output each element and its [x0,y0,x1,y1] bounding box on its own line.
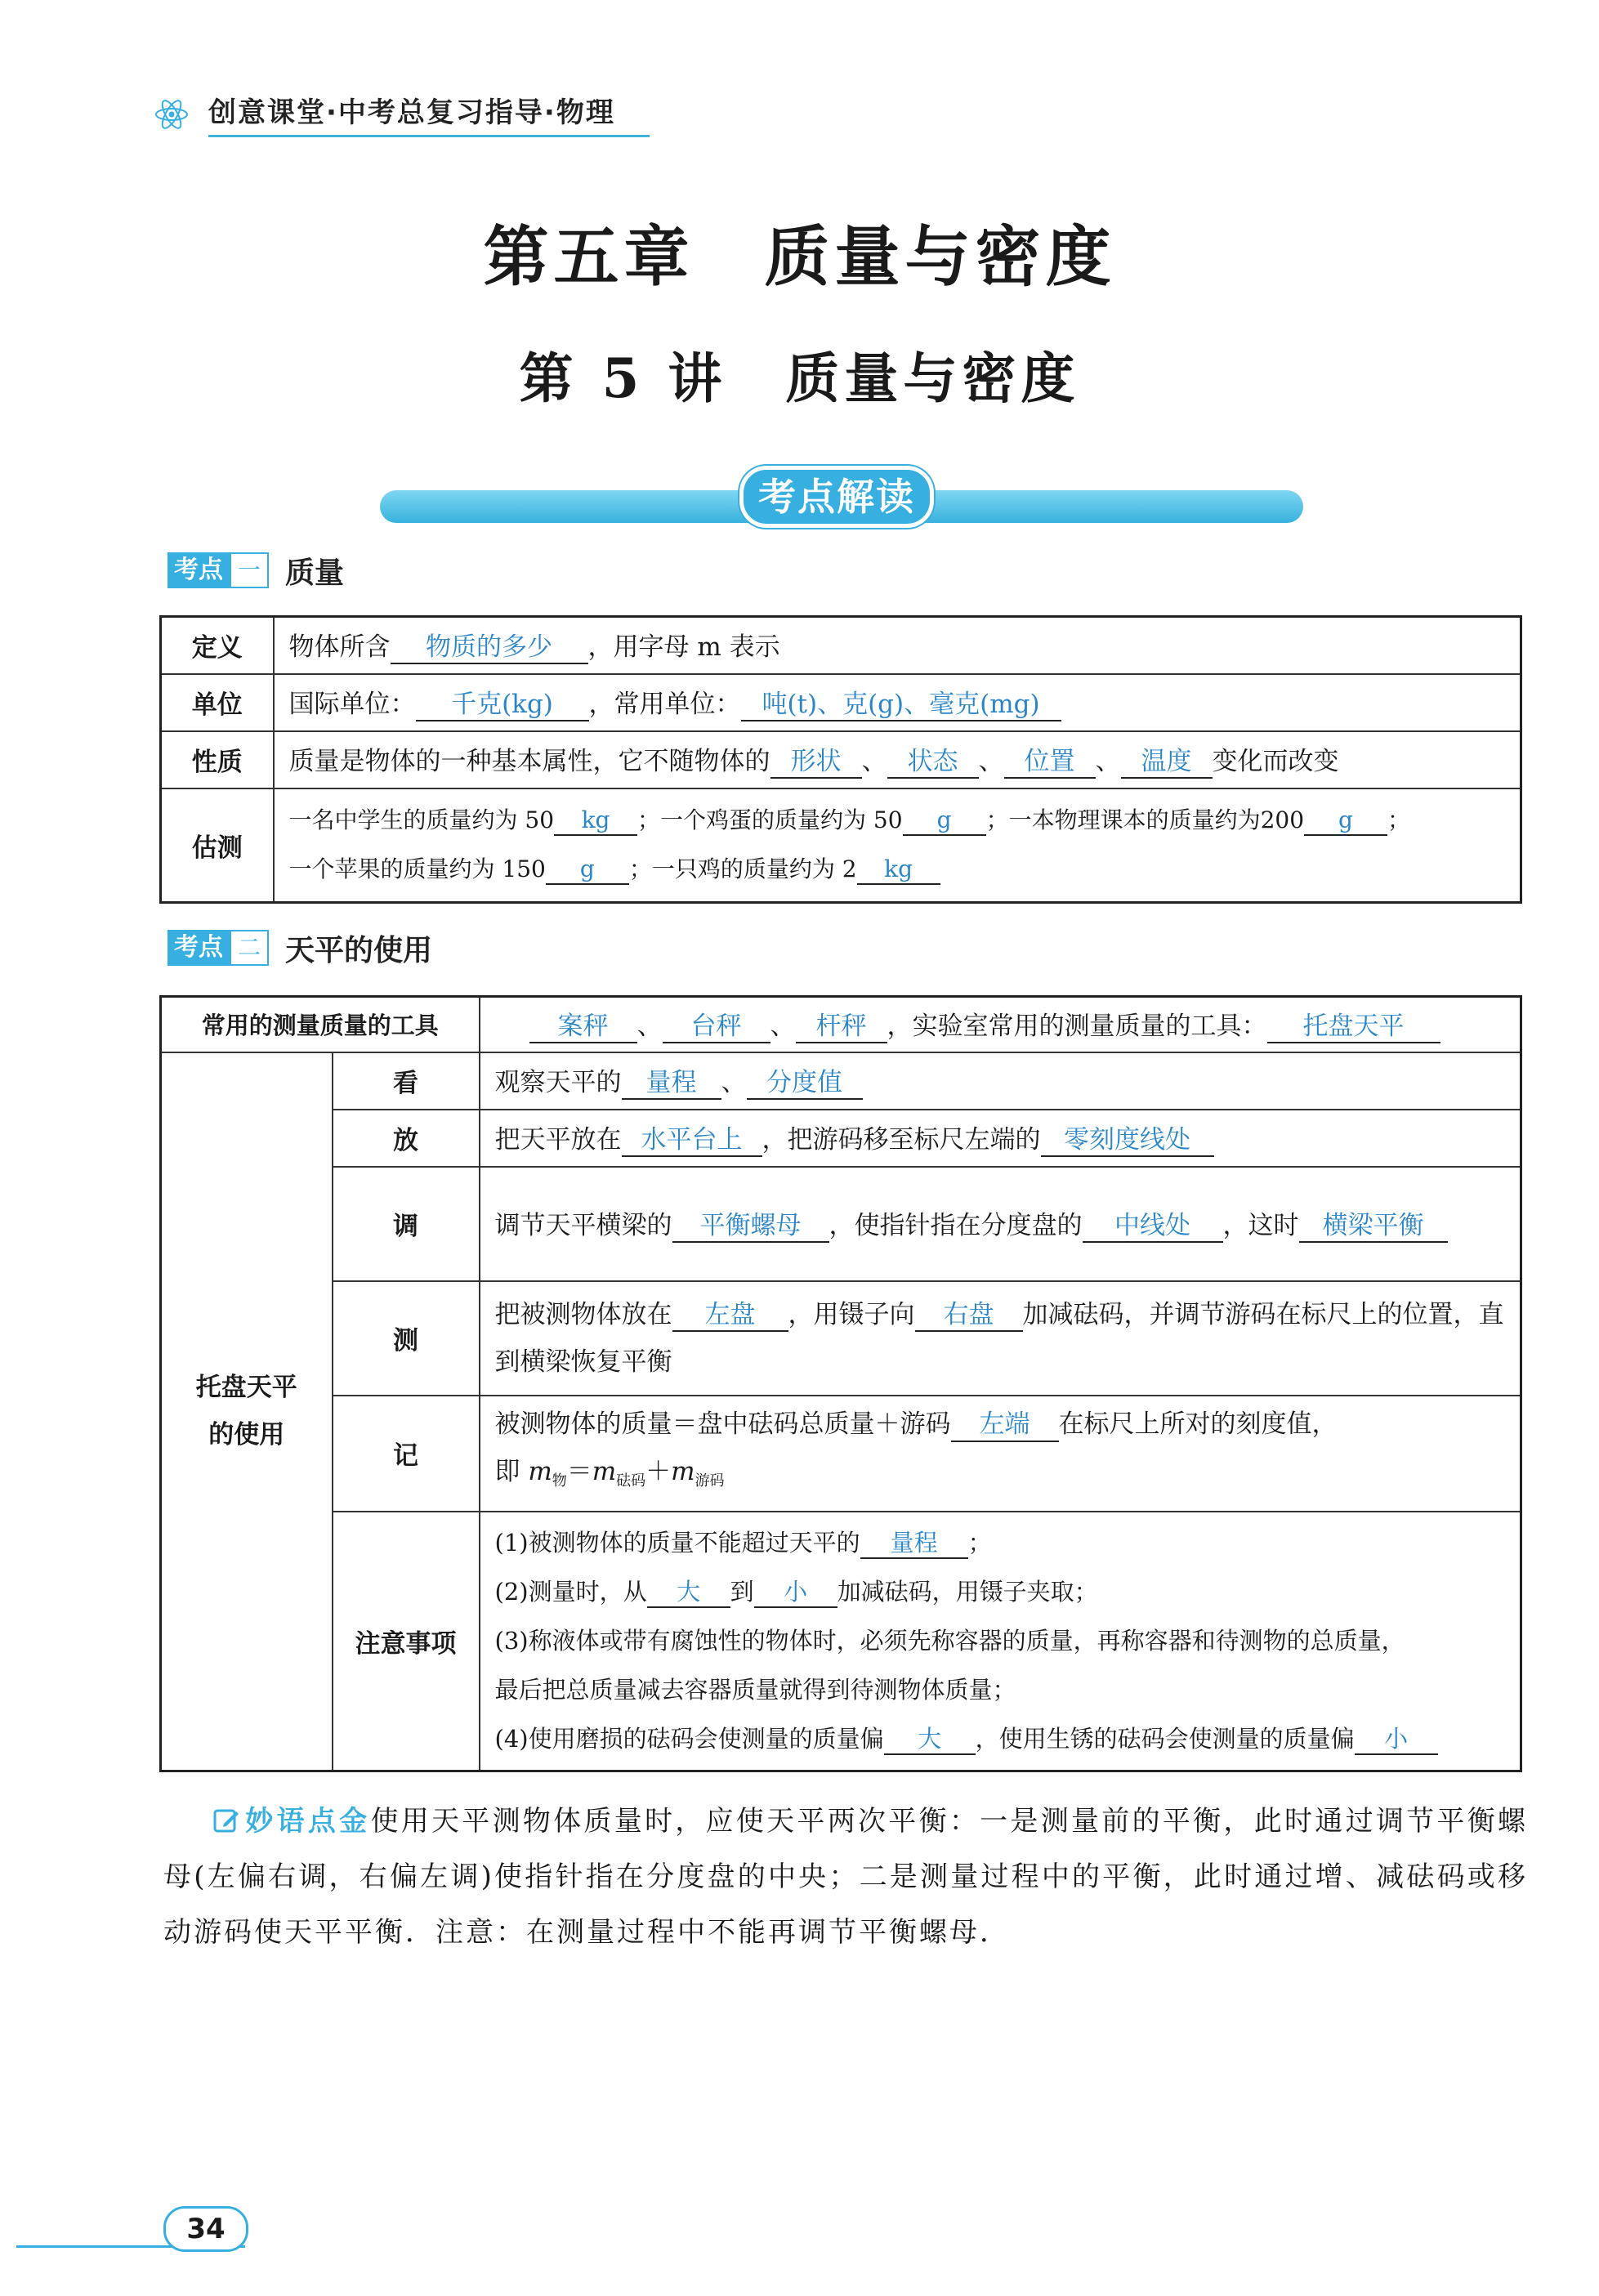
answer: 平衡螺母 [699,1210,802,1240]
step-label: 记 [333,1396,480,1512]
answer: g [936,806,952,834]
answer: g [1338,806,1353,834]
header-underline [208,135,650,137]
answer: 左盘 [704,1299,756,1329]
kaodian-1-heading [167,552,344,588]
look-cell: 观察天平的 量程 、 分度值 [480,1052,1521,1110]
row-label: 定义 [161,617,274,674]
step-label: 看 [333,1052,480,1110]
kaodian-tag: 考点 [167,930,230,966]
mass-table [159,615,1522,904]
answer: 吨(t)、克(g)、毫克(mg) [762,689,1040,719]
answer: g [579,855,595,883]
table-row [161,1281,1521,1396]
kaodian-title: 质量 [285,556,345,590]
tip-tag: 妙语点金 [245,1805,371,1838]
page-number: 34 [163,2206,248,2252]
answer: 零刻度线处 [1064,1124,1190,1155]
estimate-cell: 一名中学生的质量约为 50 kg ；一个鸡蛋的质量约为 50 g ；一本物理课本的质量约为200 g ； 一个苹果的质量约为 150 g ；一只鸡的质量约为 2 kg [274,788,1521,903]
table-row [161,1167,1521,1281]
kaodian-title: 天平的使用 [285,933,433,967]
answer: 案秤 [557,1012,609,1042]
pencil-note-icon [212,1807,240,1834]
section-banner-label: 考点解读 [739,466,934,528]
kaodian-2-heading [167,930,432,966]
answer: 位置 [1024,746,1075,776]
step-label: 测 [333,1281,480,1396]
definition-cell: 物体所含 物质的多少 ，用字母 m 表示 [274,617,1521,674]
answer: 水平台上 [641,1124,743,1155]
tip-paragraph [163,1793,1528,1960]
answer: 左端 [979,1409,1030,1440]
kaodian-number: 一 [230,552,269,588]
group-label: 托盘天平的使用 [161,1052,333,1771]
table-row [161,1052,1521,1110]
tools-cell: 案秤 、 台秤 、 杆秤 ，实验室常用的测量质量的工具： 托盘天平 [480,997,1521,1052]
answer: 量程 [890,1529,938,1557]
atom-icon [154,96,190,132]
property-cell: 质量是物体的一种基本属性，它不随物体的 形状 、 状态 、 位置 、 温度 变化而改变 [274,731,1521,788]
unit-cell: 国际单位： 千克(kg) ，常用单位： 吨(t)、克(g)、毫克(mg) [274,674,1521,731]
answer: 温度 [1141,746,1192,776]
kaodian-number: 二 [230,930,269,966]
answer: kg [884,855,913,883]
answer: 分度值 [766,1067,842,1097]
answer: 形状 [790,746,842,776]
balance-table [159,995,1522,1772]
answer: kg [581,806,610,834]
table-row [161,1110,1521,1167]
answer: 小 [1384,1725,1409,1753]
table-row [161,674,1521,731]
table-row [161,997,1521,1052]
step-label: 调 [333,1167,480,1281]
table-row [161,788,1521,903]
notes-cell: (1)被测物体的质量不能超过天平的 量程 ； (2)测量时，从 大 到 小 加减砝码，用镊子夹取； (3)称液体或带有腐蚀性的物体时，必须先称容器的质量，再称容器和待测物的总质量， 最后把总质量减去容器质量就得到待测物体质量； (4)使用磨损的砝码会使测量的质量偏 大 ，使用生锈的砝码会使测量的质量偏 小 [480,1512,1521,1771]
row-label: 估测 [161,788,274,903]
adjust-cell: 调节天平横梁的 平衡螺母 ，使指针指在分度盘的 中线处 ，这时 横梁平衡 [480,1167,1521,1281]
kaodian-tag: 考点 [167,552,230,588]
answer: 状态 [907,746,958,776]
row-label: 常用的测量质量的工具 [161,997,480,1052]
answer: 中线处 [1114,1210,1190,1240]
answer: 托盘天平 [1302,1012,1405,1042]
record-cell: 被测物体的质量＝盘中砝码总质量＋游码 左端 在标尺上所对的刻度值， 即 $m_物=m_{砝码}+m_{游码}$ [480,1396,1521,1512]
step-label: 注意事项 [333,1512,480,1771]
answer: 物质的多少 [426,632,552,663]
answer: 台秤 [690,1012,742,1042]
table-row [161,1396,1521,1512]
row-label: 性质 [161,731,274,788]
answer: 小 [784,1578,808,1606]
answer: 横梁平衡 [1322,1210,1424,1240]
chapter-title: 第五章 质量与密度 [483,219,1116,295]
table-row [161,617,1521,674]
answer: 量程 [645,1067,697,1097]
row-label: 单位 [161,674,274,731]
answer: 千克(kg) [451,689,553,719]
answer: 大 [918,1725,942,1753]
tip-text: 使用天平测物体质量时，应使天平两次平衡：一是测量前的平衡，此时通过调节平衡螺母(左偏右调，右偏左调)使指针指在分度盘的中央；二是测量过程中的平衡，此时通过增、减砝码或移动游码使天平平衡．注意：在测量过程中不能再调节平衡螺母． [163,1805,1529,1949]
answer: 大 [677,1578,701,1606]
put-cell: 把天平放在 水平台上 ，把游码移至标尺左端的 零刻度线处 [480,1110,1521,1167]
step-label: 放 [333,1110,480,1167]
answer: 右盘 [943,1299,994,1329]
mass-formula: 即 $m_物=m_{砝码}+m_{游码}$ [494,1457,725,1490]
table-row [161,1512,1521,1771]
answer: 杆秤 [815,1012,867,1042]
table-row [161,731,1521,788]
measure-cell: 把被测物体放在 左盘 ，用镊子向 右盘 加减砝码，并调节游码在标尺上的位置，直 到横梁恢复平衡 [480,1281,1521,1396]
lecture-title: 第 5 讲 质量与密度 [519,346,1080,410]
series-title: 创意课堂·中考总复习指导·物理 [208,96,615,129]
